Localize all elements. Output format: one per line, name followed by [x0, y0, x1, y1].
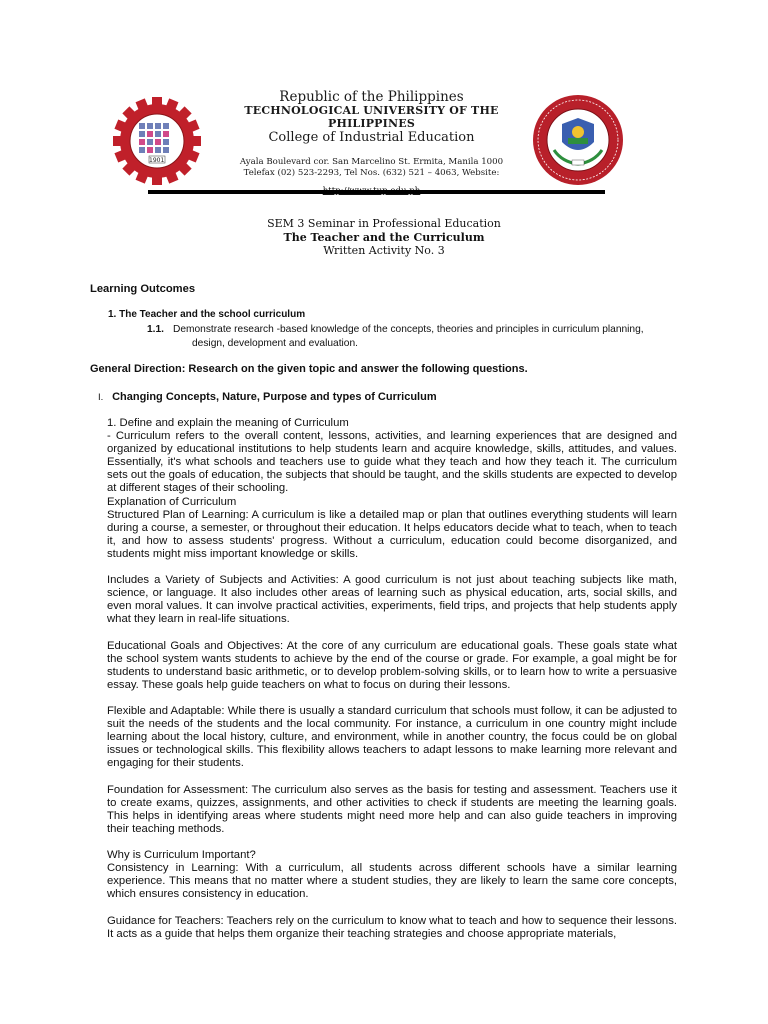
letterhead — [200, 89, 543, 197]
paragraph-consistency: Consistency in Learning: With a curriculum, all students across different schools have a similar learning experience. This means that no matter where a student studies, they are likely to learn the same core concepts, which ensures consistency in education. — [107, 862, 677, 901]
activity-number: Written Activity No. 3 — [323, 244, 445, 257]
university-name-line1: TECHNOLOGICAL UNIVERSITY OF THE — [244, 104, 499, 117]
republic-line: Republic of the Philippines — [279, 89, 464, 105]
paragraph-definition: - Curriculum refers to the overall content, lessons, activities, and learning experiences that are designed and organized by educational institutions to help students learn and acquire knowledge, skills, attitudes, and values. Essentially, it's what schools and teachers use to guide what they teach and how they teach it. The curriculum sets out the goals of education, the subjects that should be taught, and the skills students are expected to develop at different stages of their schooling. — [107, 430, 677, 495]
learning-outcomes-heading: Learning Outcomes — [90, 283, 196, 295]
subheading-why-important: Why is Curriculum Important? — [107, 849, 256, 862]
paragraph-structured-plan: Structured Plan of Learning: A curriculum is like a detailed map or plan that outlines everything students will learn during a course, a semester, or throughout their education. It helps educators decide what to teach, when to teach it, and how to assess students' progress. Without a curriculum, education could become disorganized, and students might miss important knowledge or skills. — [107, 508, 677, 560]
section-title: Changing Concepts, Nature, Purpose and types of Curriculum — [112, 391, 437, 403]
subheading-explanation: Explanation of Curriculum — [107, 495, 237, 508]
topic-title: The Teacher and the Curriculum — [283, 230, 485, 244]
college-seal-logo — [532, 94, 624, 186]
outcome-item-1-1-text: Demonstrate research -based knowledge of the concepts, theories and principles in curriculum planning, — [173, 324, 644, 335]
college-name: College of Industrial Education — [268, 130, 475, 145]
university-name-line2: PHILIPPINES — [328, 116, 415, 130]
paragraph-goals: Educational Goals and Objectives: At the core of any curriculum are educational goals. These goals state what the school system wants students to achieve by the end of the course or grade. For example, a goal might be for students to understand basic arithmetic, or to develop problem-solving skills, or to learn how to write a persuasive essay. These goals help guide teachers on what to focus on during their lessons. — [107, 639, 677, 691]
question-1: 1. Define and explain the meaning of Curriculum — [107, 417, 349, 429]
activity-title-block — [200, 217, 568, 258]
section-heading — [98, 391, 437, 403]
general-direction: General Direction: Research on the given topic and answer the following questions. — [90, 363, 528, 375]
contact-line: Telefax (02) 523-2293, Tel Nos. (632) 521 – 4063, Website: — [243, 167, 500, 178]
outcome-item-1: 1. The Teacher and the school curriculum — [108, 309, 306, 320]
course-title: SEM 3 Seminar in Professional Education — [267, 217, 501, 230]
header-divider — [148, 190, 605, 194]
section-roman-numeral: I. — [98, 392, 104, 403]
paragraph-assessment: Foundation for Assessment: The curriculum also serves as the basis for testing and assessment. Teachers use it to create exams, quizzes, assignments, and other activities to check if students are meeting the learning goals. This helps in identifying areas where students might need more help and can also guide teachers in improving their teaching methods. — [107, 783, 677, 835]
paragraph-variety: Includes a Variety of Subjects and Activities: A good curriculum is not just about teaching subjects like math, science, or language. It also includes other areas of learning such as physical education, arts, social skills, and even moral values. It can involve practical activities, experiments, field trips, and projects that help students apply what they learn in real-life situations. — [107, 574, 677, 626]
outcome-item-1-1-number: 1.1. — [147, 324, 164, 335]
logo-year: 1901 — [149, 157, 165, 164]
tup-gear-logo — [112, 96, 202, 186]
outcome-item-1-1-continuation: design, development and evaluation. — [192, 338, 358, 349]
paragraph-flexible: Flexible and Adaptable: While there is usually a standard curriculum that schools must follow, it can be adjusted to suit the needs of the students and the local community. For instance, a curriculum in one country might include learning about the local history, culture, and environment, while in another country, the focus could be on global issues or technological skills. This flexibility allows teachers to adapt lessons to make learning more relevant and engaging for their students. — [107, 705, 677, 770]
answer-body — [107, 417, 677, 941]
paragraph-guidance: Guidance for Teachers: Teachers rely on the curriculum to know what to teach and how to sequence their lessons. It acts as a guide that helps them organize their teaching strategies and choose appropriate materials, — [107, 914, 677, 940]
outcome-item-1-1 — [147, 323, 677, 351]
address-line: Ayala Boulevard cor. San Marcelino St. Ermita, Manila 1000 — [239, 157, 504, 167]
